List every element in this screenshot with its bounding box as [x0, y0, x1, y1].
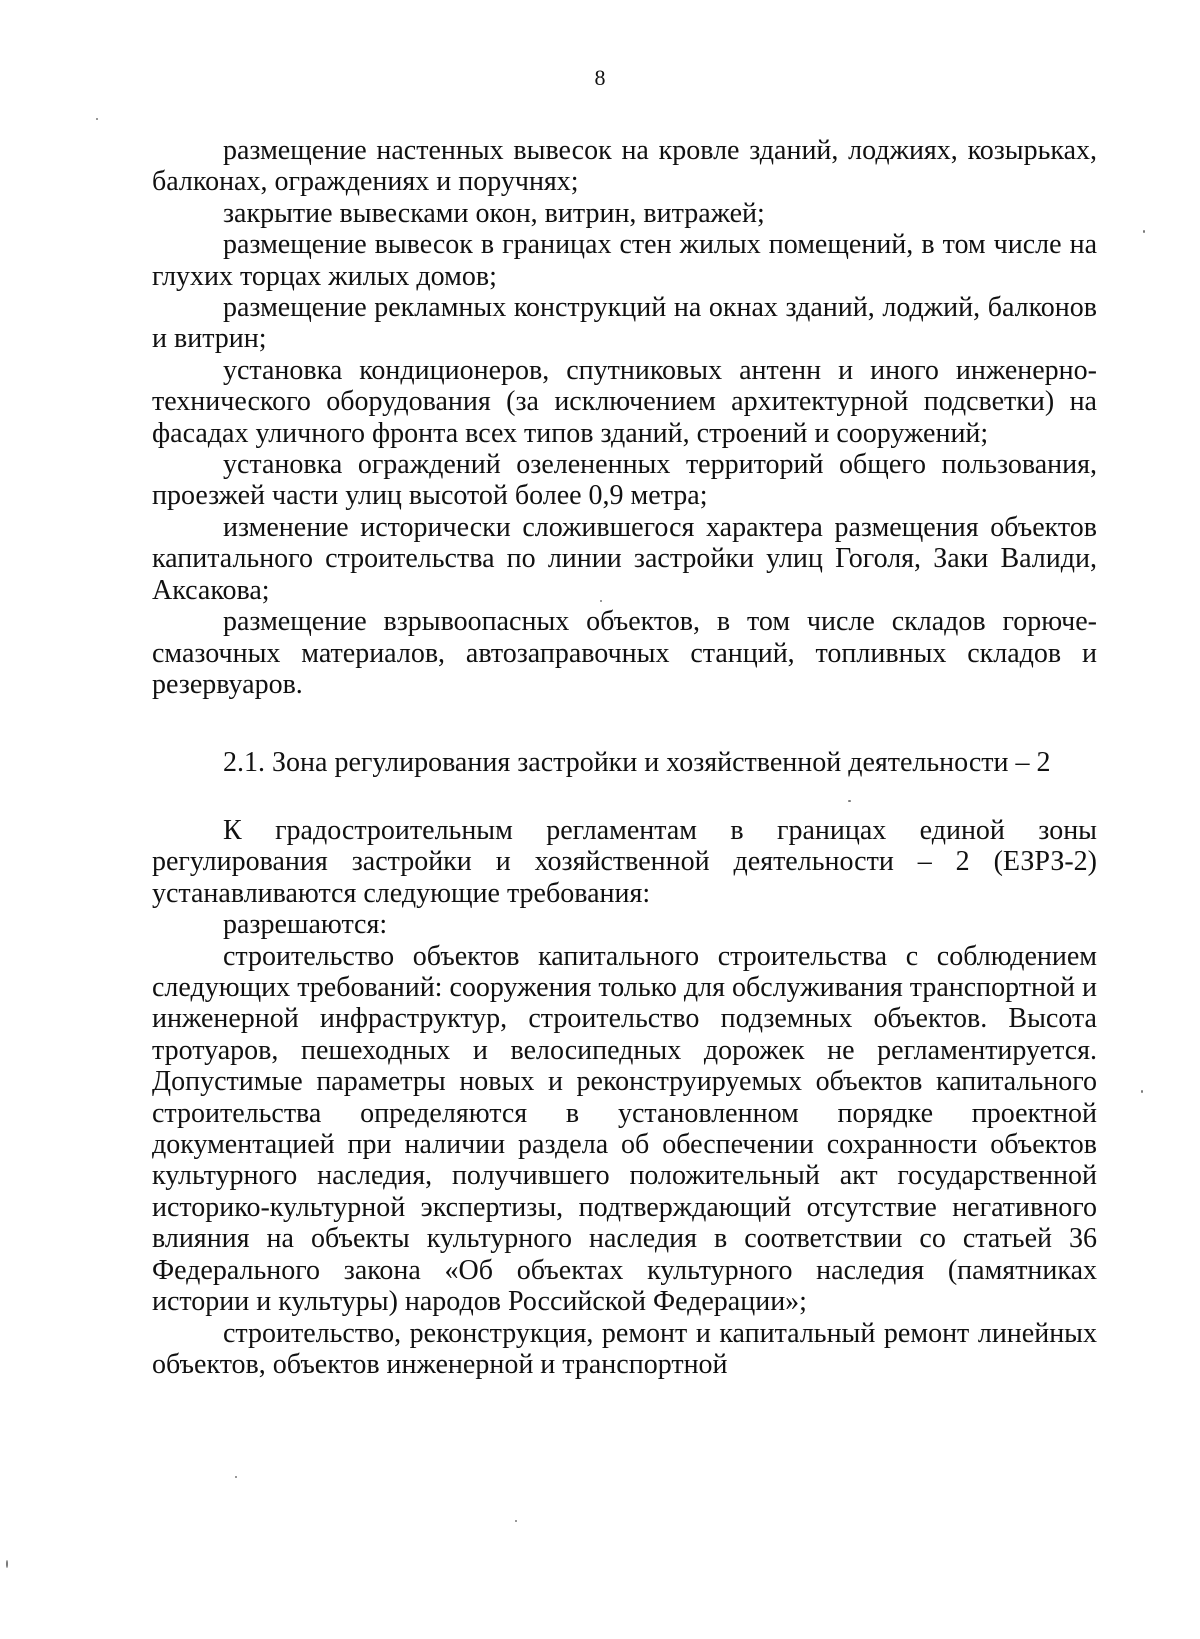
scan-speck	[600, 600, 602, 602]
section-heading: 2.1. Зона регулирования застройки и хозяйственной деятельности – 2	[223, 747, 1051, 778]
section-body	[152, 815, 1097, 1380]
section-paragraph: строительство объектов капитального строительства с соблюдением следующих требований: сооружения только для обслуживания транспортной и инженерной инфраструктур, строительство подземных объектов. Высота тротуаров, пешеходных и велосипедных дорожек не регламентируется. Допустимые параметры новых и реконструируемых объектов капитального строительства определяются в установленном порядке проектной документацией при наличии раздела об обеспечении сохранности объектов культурного наследия, получившего положительный акт государственной историко-культурной экспертизы, подтверждающий отсутствие негативного влияния на объекты культурного наследия в соответствии со статьей 36 Федерального закона «Об объектах культурного наследия (памятниках истории и культуры) народов Российской Федерации»;	[152, 940, 1097, 1318]
prohibitions-list	[152, 135, 1097, 700]
scan-speck	[1143, 230, 1145, 233]
prohibition-item: размещение настенных вывесок на кровле зданий, лоджиях, козырьках, балконах, ограждениях и поручнях;	[152, 135, 1097, 198]
prohibition-item: установка кондиционеров, спутниковых антенн и иного инженерно-технического оборудования (за исключением архитектурной подсветки) на фасадах уличного фронта всех типов зданий, строений и сооружений;	[152, 354, 1097, 449]
prohibition-item: размещение взрывоопасных объектов, в том числе складов горюче-смазочных материалов, автозаправочных станций, топливных складов и резервуаров.	[152, 606, 1097, 700]
prohibition-item: изменение исторически сложившегося характера размещения объектов капитального строительства по линии застройки улиц Гоголя, Заки Валиди, Аксакова;	[152, 511, 1097, 606]
scan-speck	[235, 1476, 237, 1478]
prohibition-item: установка ограждений озелененных территорий общего пользования, проезжей части улиц высотой более 0,9 метра;	[152, 449, 1097, 512]
prohibition-item: размещение вывесок в границах стен жилых помещений, в том числе на глухих торцах жилых домов;	[152, 229, 1097, 292]
section-paragraph: К градостроительным регламентам в границах единой зоны регулирования застройки и хозяйственной деятельности – 2 (ЕЗРЗ-2) устанавливаются следующие требования:	[152, 815, 1097, 909]
scan-speck	[6, 1560, 8, 1568]
prohibition-item: размещение рекламных конструкций на окнах зданий, лоджий, балконов и витрин;	[152, 292, 1097, 355]
scan-speck	[96, 118, 98, 120]
scan-speck	[848, 800, 851, 802]
prohibition-item: закрытие вывесками окон, витрин, витражей;	[223, 197, 765, 229]
scan-speck	[515, 1520, 517, 1522]
scan-speck	[1141, 1090, 1143, 1093]
page-number: 8	[594, 65, 606, 90]
section-paragraph: разрешаются:	[223, 909, 388, 941]
section-paragraph: строительство, реконструкция, ремонт и капитальный ремонт линейных объектов, объектов инженерной и транспортной	[152, 1317, 1097, 1380]
